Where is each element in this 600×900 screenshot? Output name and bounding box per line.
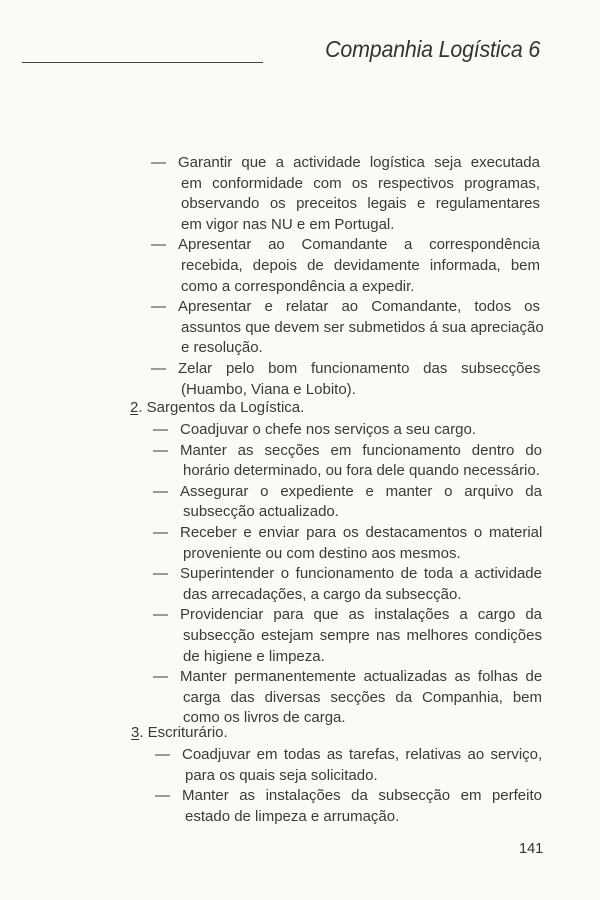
section-3-title: . Escriturário.: [139, 724, 228, 741]
list-item: [153, 420, 542, 441]
dash-bullet: —: [153, 482, 168, 500]
text-line: para os quais seja solicitado.: [185, 766, 378, 784]
list-item: [151, 297, 544, 359]
page-number: 141: [519, 841, 544, 857]
header-rule: [22, 62, 263, 63]
dash-bullet: —: [151, 298, 166, 316]
dash-bullet: —: [155, 746, 170, 763]
dash-bullet: —: [153, 565, 168, 583]
text-line: horário determinado, ou fora dele quando necessário.: [183, 462, 540, 480]
section-2-number: 2: [130, 399, 139, 416]
text-line: observando os preceitos legais e regulamentares: [181, 195, 540, 213]
text-line: carga das diversas secções da Companhia, bem: [183, 688, 542, 706]
list-item: [153, 564, 542, 605]
text-line: das arrecadações, a cargo da subsecção.: [183, 585, 462, 603]
dash-bullet: —: [153, 421, 168, 438]
text-line: e resolução.: [181, 339, 263, 357]
text-line: Superintender o funcionamento de toda a actividade: [180, 565, 542, 583]
text-line: estado de limpeza e arrumação.: [185, 807, 400, 825]
list-item: [151, 359, 541, 400]
text-line: proveniente ou com destino aos mesmos.: [183, 544, 461, 562]
list-item: [153, 605, 543, 667]
page-title: Companhia Logística 6: [325, 36, 540, 62]
list-item: [155, 786, 542, 827]
list-item: [153, 523, 543, 564]
section-2-heading: [130, 398, 304, 418]
text-line: de higiene e limpeza.: [183, 647, 325, 665]
section-3-heading: [131, 723, 228, 743]
section-2-title: . Sargentos da Logística.: [138, 399, 305, 416]
text-line: Assegurar o expediente e manter o arquivo da: [180, 482, 542, 500]
dash-bullet: —: [151, 359, 166, 377]
dash-bullet: —: [153, 606, 168, 624]
dash-bullet: —: [153, 668, 168, 686]
dash-bullet: —: [153, 441, 168, 459]
text-line: como a correspondência a expedir.: [181, 277, 415, 295]
text-line: Receber e enviar para os destacamentos o material: [180, 523, 543, 541]
section-1-list: [151, 153, 544, 400]
text-line: Manter as instalações da subsecção em perfeito: [182, 787, 542, 805]
text-line: subsecção estejam sempre nas melhores condições: [183, 626, 542, 644]
text-line: Apresentar ao Comandante a correspondência: [178, 236, 540, 254]
list-item: [151, 235, 540, 297]
text-line: em conformidade com os respectivos programas,: [181, 174, 540, 192]
text-line: Manter permanentemente actualizadas as folhas de: [180, 668, 543, 686]
list-item: [151, 153, 540, 235]
text-line: recebida, depois de devidamente informada, bem: [181, 256, 540, 274]
dash-bullet: —: [155, 787, 170, 805]
section-3-number: 3: [131, 724, 140, 741]
dash-bullet: —: [151, 236, 166, 254]
dash-bullet: —: [153, 523, 168, 541]
section-3-list: [155, 745, 543, 827]
section-2-list: [153, 420, 543, 729]
text-line: assuntos que devem ser submetidos á sua apreciação: [181, 318, 544, 336]
text-line: Coadjuvar o chefe nos serviços a seu cargo.: [180, 421, 476, 438]
text-line: (Huambo, Viana e Lobito).: [181, 380, 356, 398]
text-line: Apresentar e relatar ao Comandante, todos os: [178, 298, 540, 316]
list-item: [155, 745, 543, 786]
list-item: [153, 667, 543, 729]
text-line: em vigor nas NU e em Portugal.: [181, 215, 395, 233]
list-item: [153, 441, 543, 482]
text-line: Coadjuvar em todas as tarefas, relativas ao serviço,: [182, 746, 543, 763]
text-line: Garantir que a actividade logística seja executada: [178, 154, 540, 171]
dash-bullet: —: [151, 154, 166, 171]
list-item: [153, 482, 542, 523]
text-line: Manter as secções em funcionamento dentro do: [180, 441, 543, 459]
text-line: subsecção actualizado.: [183, 503, 339, 521]
text-line: Zelar pelo bom funcionamento das subsecções: [178, 359, 541, 377]
text-line: como os livros de carga.: [183, 709, 346, 727]
text-line: Providenciar para que as instalações a cargo da: [180, 606, 543, 624]
